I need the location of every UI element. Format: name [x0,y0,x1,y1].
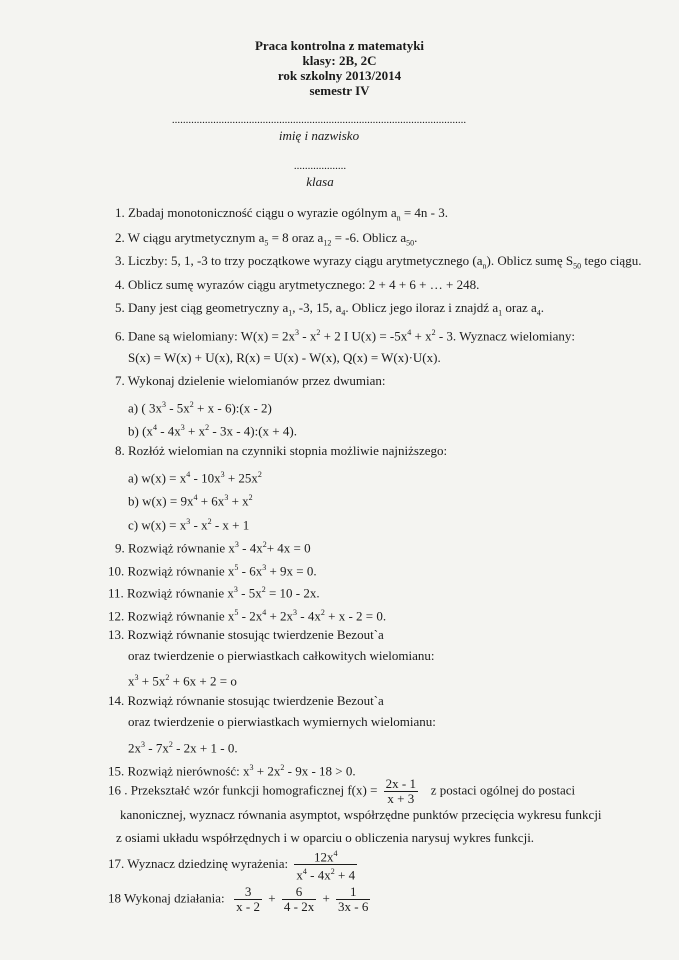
task-18-den-1: x - 2 [236,899,261,914]
task-16-line2: kanonicznej, wyznacz równania asymptot, współrzędne punktów przecięcia wykresu funkcji [120,807,602,822]
task-3: 3. Liczby: 5, 1, -3 to trzy początkowe wyrazy ciągu arytmetycznego $(a_n)$. Oblicz sumę $S_{50}$ tego ciągu. [115,253,642,271]
task-16-fraction [384,777,418,806]
task-15: 15. Rozwiąż nierówność: $x^3 + 2x^2 - 9x - 18 > 0$. [108,763,356,779]
task-8b-label: b) w(x) = [128,493,178,509]
task-10: 10. Rozwiąż równanie $x^5 - 6x^3 + 9x = 0$. [108,563,317,579]
task-12-text: 12. Rozwiąż równanie [108,608,225,624]
task-16-numerator: 2x - 1 [385,776,416,791]
task-5-find: . Oblicz jego iloraz i znajdź [345,300,490,315]
task-7b-label: b) [128,423,139,439]
task-7a: a) ( $3x^3 - 5x^2 + x$ - 6):(x - 2) [128,400,272,416]
task-11-text: 11. Rozwiąż równanie [108,585,225,601]
task-12: 12. Rozwiąż równanie $x^5 - 2x^4 + 2x^3 - 4x^2 + x - 2 = 0$. [108,608,387,624]
name-label: imię i nazwisko [278,128,360,143]
task-9: 9. Rozwiąż równanie $x^3 - 4x^2+ 4x = 0$ [115,540,311,556]
task-18-fraction-1 [234,885,262,914]
task-13-line2: oraz twierdzenie o pierwiastkach całkowitych wielomianu: [128,648,435,663]
task-3-text: 3. Liczby: 5, 1, -3 to trzy początkowe wyrazy ciągu arytmetycznego [115,253,470,268]
task-17-numerator: $12x^4$ [314,849,338,865]
task-18-den-3: 3x - 6 [338,899,369,914]
task-16 [108,777,575,806]
task-9-text: 9. Rozwiąż równanie [115,540,226,556]
name-dotted-line: ........................................................................................................... [171,114,467,126]
task-17-denominator: $x^4 - 4x^2 + 4$ [294,864,357,882]
task-1-expr: = 4n - 3. [403,205,449,220]
task-5: 5. Dany jest ciąg geometryczny $a_1$, -3, 15, $a_4$. Oblicz jego iloraz i znajdź $a_1$ oraz $a_4$. [115,300,545,318]
class-label: klasa [306,174,334,189]
task-14: 14. Rozwiąż równanie stosując twierdzenie Bezout`a [108,693,384,708]
task-5-text: 5. Dany jest ciąg geometryczny [115,300,280,315]
task-14-line2: oraz twierdzenie o pierwiastkach wymiernych wielomianu: [128,714,436,729]
task-18-text: 18 Wykonaj działania: [108,890,225,906]
task-8c: c) $w(x) = x^3 - x^2 - x + 1$ [128,517,250,533]
task-5-oraz: oraz [505,300,528,315]
task-2: 2. W ciągu arytmetycznym $a_5 = 8$ oraz $a_{12} = -6$. Oblicz $a_{50}$. [115,230,418,248]
task-3-sum: . Oblicz sumę [490,253,563,268]
task-7b: b) ($x^4 - 4x^3 + x^2 - 3x$ - 4):(x + 4). [128,423,297,439]
task-7: 7. Wykonaj dzielenie wielomianów przez dwumian: [115,373,386,388]
class-dotted-line: ................... [293,160,347,172]
task-16-line3: z osiami układu współrzędnych i w oparciu o obliczenia narysuj wykres funkcji. [116,830,535,845]
task-18-fraction-2 [282,885,316,914]
task-10-text: 10. Rozwiąż równanie [108,563,225,579]
task-2-value: = -6. Oblicz [334,230,398,245]
task-13-equation: $x^3 + 5x^2 + 6x + 2 = o$ [128,673,237,689]
task-15-text: 15. Rozwiąż nierówność: [108,763,240,779]
task-6-text: 6. Dane są wielomiany: [115,328,238,344]
task-8: 8. Rozłóż wielomian na czynniki stopnia możliwie najniższego: [115,443,448,458]
task-7a-label: a) [128,400,139,416]
task-1: 1. Zbadaj monotoniczność ciągu o wyrazie ogólnym $a_n = 4n - 3$. [115,205,449,223]
task-1-text: 1. Zbadaj monotoniczność ciągu o wyrazie ogólnym [115,205,388,220]
exam-semester: semestr IV [309,83,370,98]
task-2-text: 2. W ciągu arytmetycznym [115,230,256,245]
task-11: 11. Rozwiąż równanie $x^3 - 5x^2 = 10 - 2x$. [108,585,320,601]
exam-title: Praca kontrolna z matematyki [254,38,425,53]
task-16-text: 16 . Przekształć wzór funkcji homograficznej f(x) = [108,782,378,798]
task-17-fraction [294,847,357,883]
task-18-den-2: 4 - 2x [283,899,315,914]
task-17-den-text: x [296,867,303,883]
task-17-num-text: 12x [314,849,334,865]
task-14-equation: $2x^3 - 7x^2 - 2x + 1 - 0$. [128,740,238,756]
exam-school-year: rok szkolny 2013/2014 [277,68,402,83]
task-8b: b) $w(x) = 9x^4 + 6x^3 + x^2$ [128,493,253,509]
task-18: 18 Wykonaj działania: $\frac{3}{x - 2}$ + $\frac{6}{4 - 2x}$ + $\frac{1}{3x - 6}$ [108,884,369,914]
task-18-num-1: 3 [244,884,252,899]
task-16-text-b: z postaci ogólnej do postaci [430,782,576,798]
task-6: 6. Dane są wielomiany: $W(x) = 2x^3 - x^2 + 2$ I $U(x) = -5x^4 + x^2 - 3$. Wyznacz wielomiany: [115,328,576,344]
task-18-num-3: 1 [349,884,357,899]
task-18-num-2: 6 [295,884,303,899]
task-13: 13. Rozwiąż równanie stosując twierdzenie Bezout`a [108,627,384,642]
task-16-denominator: x + 3 [384,791,418,806]
task-6-line2: S(x) = W(x) + U(x), R(x) = U(x) - W(x), Q(x) = W(x)·U(x). [128,350,441,365]
task-4: 4. Oblicz sumę wyrazów ciągu arytmetycznego: 2 + 4 + 6 + … + 248. [115,277,480,292]
task-8c-label: c) w(x) = [128,517,177,533]
task-17-text: 17. Wyznacz dziedzinę wyrażenia: [108,855,289,871]
task-2-oraz: = 8 oraz [271,230,315,245]
task-8a-label: a) w(x) = [128,470,177,486]
task-8a: a) $w(x) = x^4 - 10x^3 + 25x^2$ [128,470,262,486]
exam-classes: klasy: 2B, 2C [302,53,377,68]
task-6-determine: Wyznacz wielomiany: [459,328,576,344]
task-17 [108,847,360,883]
task-5-terms: , -3, 15, [292,300,333,315]
task-3-end: tego ciągu. [584,253,642,268]
task-18-fraction-3 [336,885,370,914]
